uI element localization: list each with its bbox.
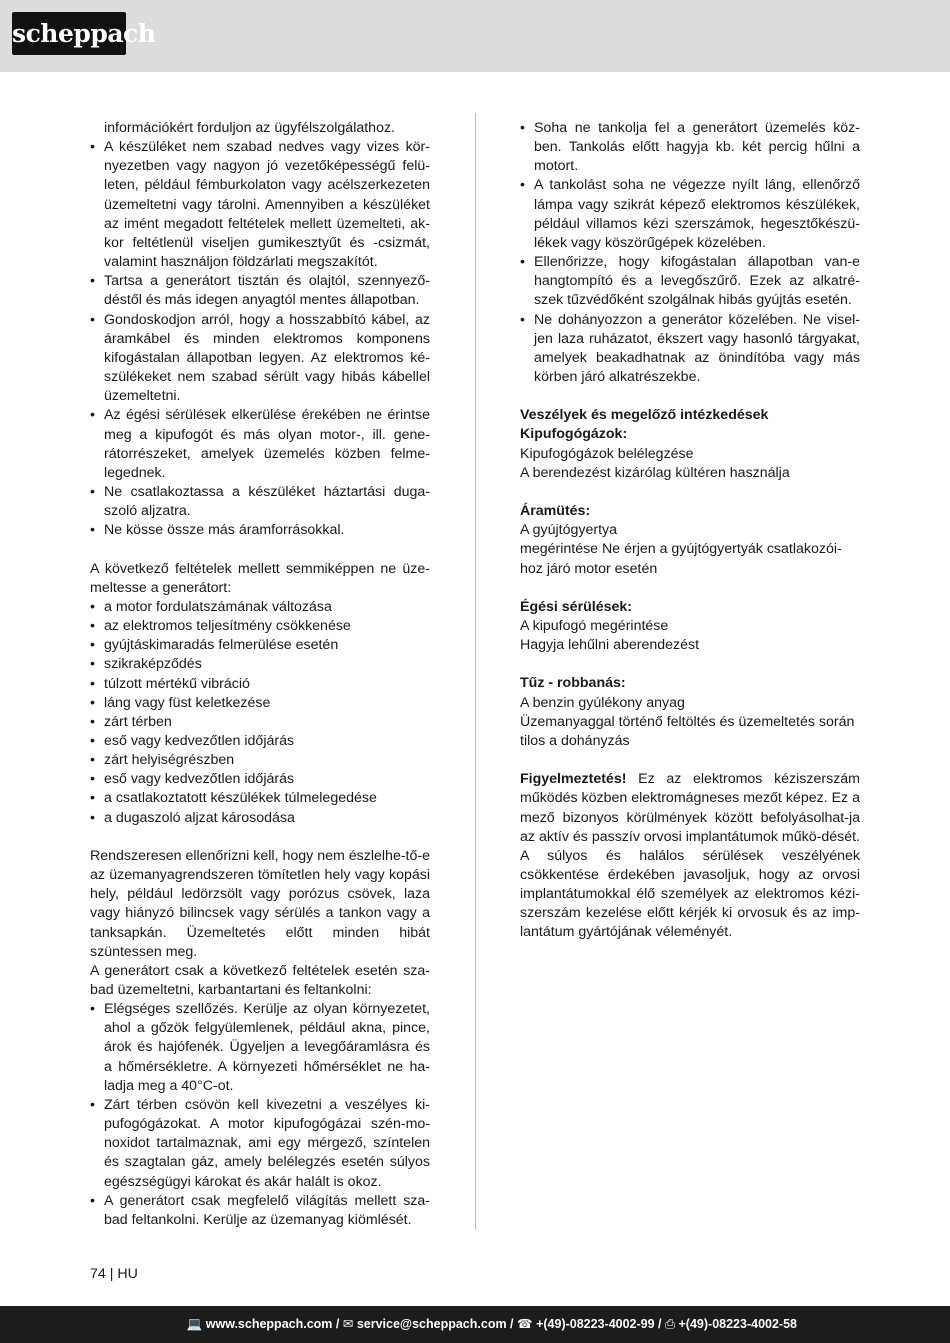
- footer-fax: +(49)-08223-4002-58: [678, 1317, 797, 1331]
- scheppach-logo: scheppach: [12, 12, 126, 55]
- list-item: • zárt térben: [90, 713, 430, 732]
- hazards-heading: Veszélyek és megelőző intézkedések: [520, 407, 769, 424]
- list-item: • Elégséges szellőzés. Kerülje az olyan környezetet, ahol a gőzök felgyülemlenek, például akna, pince, árok és hajófenék. Ügyeljen a levegőáramlásra és a hőmérsékletre. A környezeti hőmérséklet ne ha-ladja meg a 40°C-ot.: [90, 1000, 430, 1096]
- list-item: • A generátort csak megfelelő világítás mellett sza-bad feltankolni. Kerülje az üzemanyag kiömlését.: [90, 1192, 430, 1230]
- burn-line: Hagyja lehűlni aberendezést: [520, 637, 700, 654]
- list-item: • Ne kösse össze más áramforrásokkal.: [90, 521, 430, 540]
- conditions-intro: A következő feltételek mellett semmiképpen ne üze-meltesse a generátort:: [90, 560, 430, 596]
- computer-icon: 💻: [186, 1317, 203, 1331]
- shock-line: megérintése Ne érjen a gyújtógyertyák csatlakozói-: [520, 541, 842, 558]
- safety-list-1: [90, 138, 430, 540]
- left-column: [90, 119, 430, 1230]
- footer-phone: +(49)-08223-4002-99 /: [536, 1317, 662, 1331]
- list-item: • a motor fordulatszámának változása: [90, 598, 430, 617]
- shock-line: A gyújtógyertya: [520, 522, 618, 539]
- fire-line: tilos a dohányzás: [520, 732, 630, 749]
- fire-line: A benzin gyúlékony anyag: [520, 694, 685, 711]
- list-item: • eső vagy kedvezőtlen időjárás: [90, 770, 430, 789]
- list-item: • Soha ne tankolja fel a generátort üzemelés köz-ben. Tankolás előtt hagyja kb. két percig hűlni a motort.: [520, 119, 860, 176]
- list-item: • láng vagy füst keletkezése: [90, 694, 430, 713]
- intro-continuation: információkért forduljon az ügyfélszolgálathoz.: [104, 120, 395, 136]
- page-language: HU: [117, 1266, 138, 1282]
- list-item: • Az égési sérülések elkerülése érekében ne érintse meg a kipufogót és más olyan motor-, ill. gene-rátorrészeket, amelyek üzemelés közben felme-legednek.: [90, 406, 430, 483]
- warning-label: Figyelmeztetés!: [520, 771, 627, 788]
- page-number-value: 74: [90, 1266, 106, 1282]
- list-item: • Ne csatlakoztassa a készüléket háztartási duga-szoló aljzatra.: [90, 483, 430, 521]
- list-item: • gyújtáskimaradás felmerülése esetén: [90, 636, 430, 655]
- burn-line: A kipufogó megérintése: [520, 618, 669, 635]
- check-paragraph: Rendszeresen ellenőrizni kell, hogy nem észlelhe-tő-e az üzemanyagrendszeren tömítetlen hely vagy kopási hely, például ledörzsölt vagy porózus csövek, laza vagy hiányzó bilincsek vagy sérülés a tankon vagy a tanksapkán. Üzemeltetés előtt minden hibát szüntessen meg.: [90, 847, 430, 960]
- fax-icon: ⎙: [665, 1317, 676, 1331]
- safety-list-2: [90, 1000, 430, 1230]
- exhaust-line: A berendezést kizárólag kültéren használja: [520, 464, 790, 481]
- list-item: • a dugaszoló aljzat károsodása: [90, 809, 430, 828]
- list-item: • A tankolást soha ne végezze nyílt láng, ellenőrző lámpa vagy szikrát képező elektromos készülékek, például villamos kézi szerszámok, hegesztőkészü-lékek vagy köszörűgépek közelében.: [520, 176, 860, 253]
- shock-heading: Áramütés:: [520, 503, 591, 520]
- list-item: • a csatlakoztatott készülékek túlmelegedése: [90, 789, 430, 808]
- exhaust-heading: Kipufogógázok:: [520, 426, 628, 443]
- warning-text: Ez az elektromos kéziszerszám működés közben elektromágneses mezőt képez. Ez a mező bizonyos körülmények között befolyásolhat-ja az aktív és passzív orvosi implantátumok műkö-dését. A súlyos és halálos sérülések veszélyének csökkentése érdekében javasoljuk, hogy az orvosi implantátumokkal élő személyek az elektromos kézi-szerszám kezelése előtt kérjék ki orvosuk és az imp-lantátum gyártójának véleményét.: [520, 771, 860, 941]
- list-item: • Gondoskodjon arról, hogy a hosszabbító kábel, az áramkábel és minden elektromos komponens kifogástalan állapotban legyen. Az elektromos ké-szülékeket nem szabad sérült vagy hibás kábellel üzemeltetni.: [90, 311, 430, 407]
- conditions-list: [90, 598, 430, 828]
- list-item: • szikraképződés: [90, 655, 430, 674]
- page-header: [0, 0, 950, 72]
- exhaust-line: Kipufogógázok belélegzése: [520, 445, 694, 462]
- warning-paragraph: [520, 770, 860, 942]
- page-footer: [0, 1306, 950, 1343]
- list-item: • A készüléket nem szabad nedves vagy vizes kör-nyezetben vagy nagyon jó vezetőképességű felü-leten, például fémburkolaton vagy acélszerkezeten üzemeltetni vagy tárolni. Amennyiben a készüléket az imént megadott feltételek mellett üzemelteti, ak-kor feltétlenül viseljen gumikesztyűt és -csizmát, valamint használjon földzárlati megszakítót.: [90, 138, 430, 272]
- operate-intro: A generátort csak a következő feltételek esetén sza-bad üzemeltetni, karbantartani és feltankolni:: [90, 962, 430, 998]
- list-item: • zárt helyiségrészben: [90, 751, 430, 770]
- refuel-list: [520, 119, 860, 387]
- column-divider: [475, 113, 476, 1230]
- burn-heading: Égési sérülések:: [520, 598, 632, 615]
- list-item: • az elektromos teljesítmény csökkenése: [90, 617, 430, 636]
- phone-icon: ☎: [517, 1317, 533, 1331]
- right-column: [520, 119, 860, 943]
- list-item: • Zárt térben csövön kell kivezetni a veszélyes ki-pufogógázokat. A motor kipufogógázai szén-mo-noxidot tartalmaznak, ami egy mérgező, színtelen és szagtalan gáz, amely belélegzés esetén súlyos egészségügyi károkat és akár halált is okoz.: [90, 1096, 430, 1192]
- mail-icon: ✉: [342, 1317, 354, 1331]
- footer-email[interactable]: service@scheppach.com /: [356, 1317, 514, 1331]
- shock-line: hoz járó motor esetén: [520, 560, 658, 577]
- fire-heading: Tűz - robbanás:: [520, 675, 626, 692]
- list-item: • Ellenőrizze, hogy kifogástalan állapotban van-e hangtompító és a levegőszűrő. Ezek az alkatré-szek tűzvédőként szolgálnak hibás gyújtás esetén.: [520, 253, 860, 310]
- fire-line: Üzemanyaggal történő feltöltés és üzemeltetés során: [520, 713, 855, 730]
- list-item: • eső vagy kedvezőtlen időjárás: [90, 732, 430, 751]
- list-item: • Ne dohányozzon a generátor közelében. Ne visel-jen laza ruházatot, ékszert vagy hasonló tárgyakat, amelyek beakadhatnak az önindítóba vagy más körben járó alkatrészekbe.: [520, 311, 860, 388]
- list-item: • Tartsa a generátort tisztán és olajtól, szennyező-déstől és más idegen anyagtól mentes állapotban.: [90, 272, 430, 310]
- footer-website[interactable]: www.scheppach.com /: [205, 1317, 340, 1331]
- list-item: • túlzott mértékű vibráció: [90, 675, 430, 694]
- page-number: 74 | HU: [90, 1266, 138, 1282]
